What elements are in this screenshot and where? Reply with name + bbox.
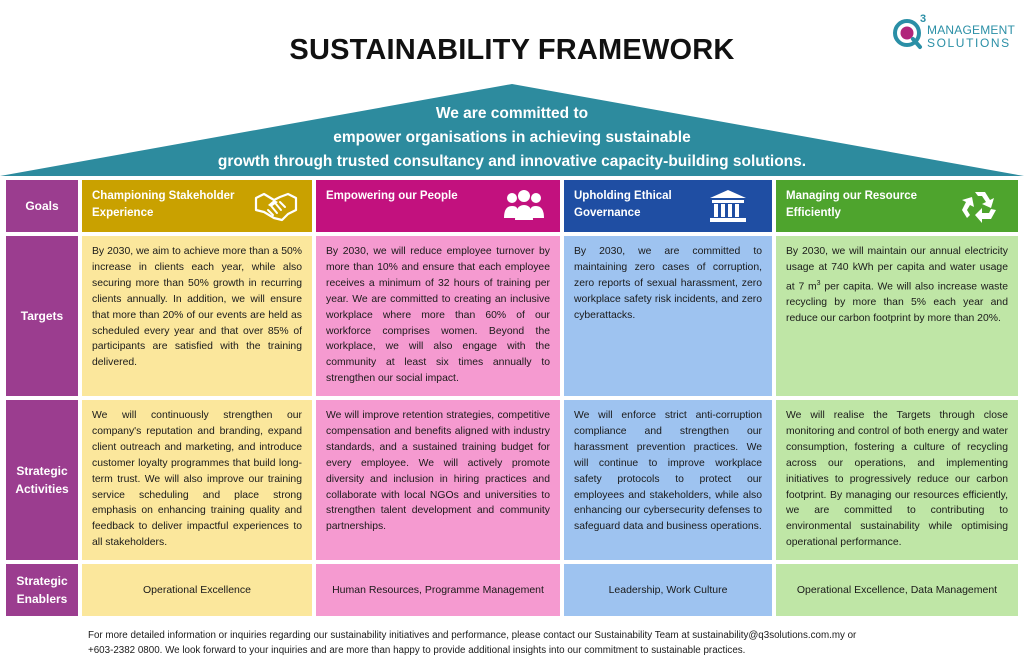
goal-title: Empowering our People [326, 190, 458, 202]
recycle-icon [958, 188, 1002, 224]
goal-ethical-governance [564, 180, 772, 232]
company-logo [890, 12, 1016, 60]
logo-text-line1: MANAGEMENT [927, 23, 1016, 37]
mission-line-1: We are committed to [435, 105, 589, 122]
logo-superscript: 3 [920, 13, 927, 25]
goal-stakeholder-experience [82, 180, 312, 232]
goal-title: Upholding Ethical Governance [574, 190, 672, 219]
footer-line-2: +603-2382 0800. We look forward to your inquiries and are more than happy to provide additional insights into our commitment to sustainable practices. [88, 645, 746, 656]
enabler-resource-efficiency: Operational Excellence, Data Management [776, 564, 1018, 616]
footer-line-1: For more detailed information or inquiries regarding our sustainability initiatives and performance, please contact our Sustainability Team at sustainability@q3solutions.com.my or [88, 630, 857, 641]
goal-title: Championing Stakeholder Experience [92, 190, 235, 219]
enabler-ethical-governance: Leadership, Work Culture [564, 564, 772, 616]
row-label-strategic-activities: Strategic Activities [6, 400, 78, 560]
people-group-icon [502, 188, 546, 224]
target-resource-efficiency: By 2030, we will maintain our annual electricity usage at 740 kWh per capita and water usage at 7 $m^3$ per capita. We will also increase waste recycling by more than 5% each year and reduce our carbon footprint by more than 20%. [776, 236, 1018, 396]
activity-ethical-governance: We will enforce strict anti-corruption compliance and strengthen our harassment prevention practices. We will continue to improve workplace safety protocols to protect our employees and stakeholders, while also enhancing our cybersecurity defenses to safeguard data and business operations. [564, 400, 772, 560]
row-label-targets: Targets [6, 236, 78, 396]
target-ethical-governance: By 2030, we are committed to maintaining zero cases of corruption, zero reports of sexual harassment, zero workplace safety risk incidents, and zero cyberattacks. [564, 236, 772, 396]
mission-statement [0, 102, 1024, 174]
activity-stakeholder-experience: We will continuously strengthen our company's reputation and branding, expand client outreach and marketing, and introduce customer loyalty programmes that build long-term trust. We will also improve our training service scheduling and place strong emphasis on enhancing training quality and feedback to deliver impactful experiences to all stakeholders. [82, 400, 312, 560]
row-label-goals: Goals [6, 180, 78, 232]
goal-resource-efficiency [776, 180, 1018, 232]
enabler-empowering-people: Human Resources, Programme Management [316, 564, 560, 616]
goal-empowering-people [316, 180, 560, 232]
target-empowering-people: By 2030, we will reduce employee turnover by more than 10% and ensure that each employee receives a minimum of 32 hours of training per year. We are committed to creating an inclusive workplace where more than 60% of our workforce comprises women. Beyond the workplace, we will also engage with the community at least six times annually to strengthen our social impact. [316, 236, 560, 396]
footer-contact-note [88, 628, 988, 658]
row-label-strategic-enablers: Strategic Enablers [6, 564, 78, 616]
page-title: SUSTAINABILITY FRAMEWORK [289, 34, 735, 66]
institution-icon [706, 188, 750, 224]
handshake-icon [254, 188, 298, 224]
activity-resource-efficiency: We will realise the Targets through close monitoring and control of both energy and water consumption, fostering a culture of recycling across our operations, and implementing initiatives to progressively reduce our carbon footprint. By managing our resources efficiently, we are committed to contributing to environmental sustainability while optimising operational performance. [776, 400, 1018, 560]
enabler-stakeholder-experience: Operational Excellence [82, 564, 312, 616]
mission-line-2: empower organisations in achieving sustainable [333, 129, 691, 146]
activity-empowering-people: We will improve retention strategies, competitive compensation and benefits aligned with industry standards, and a sustained training budget for every employee. We will actively promote diversity and inclusion in hiring practices and collaborate with local NGOs and universities to strengthen talent development and community partnerships. [316, 400, 560, 560]
logo-text-line2: SOLUTIONS [927, 36, 1011, 50]
goal-title: Managing our Resource Efficiently [786, 190, 917, 219]
target-stakeholder-experience: By 2030, we aim to achieve more than a 50% increase in clients each year, while also securing more than 50% growth in recurring clients annually. In addition, we will ensure that more than 20% of our events are held as scheduled every year and that over 85% of participants are satisfied with the training delivered. [82, 236, 312, 396]
mission-line-3: growth through trusted consultancy and innovative capacity-building solutions. [217, 153, 807, 170]
